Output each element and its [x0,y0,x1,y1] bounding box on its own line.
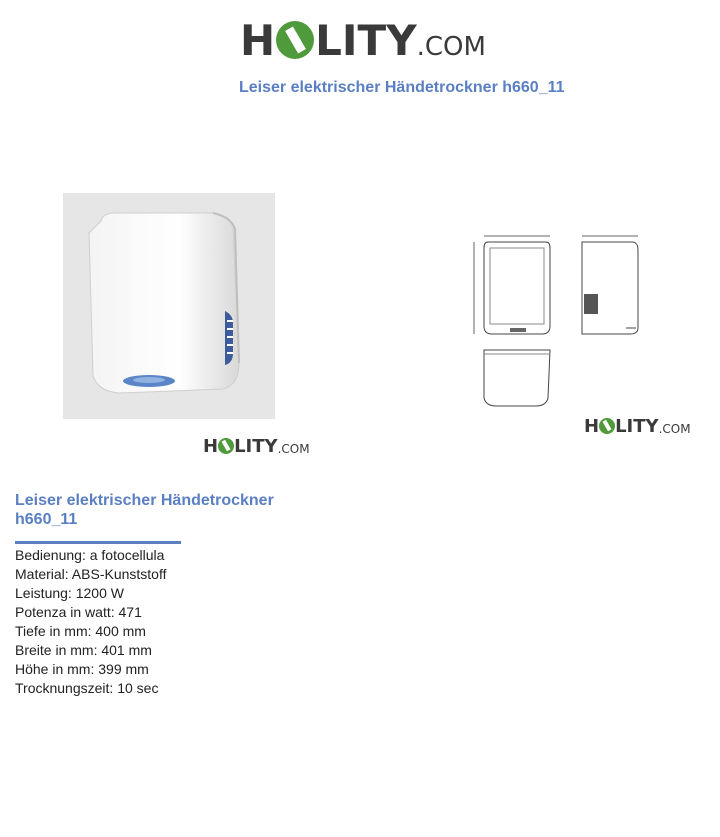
logo-o-icon [276,21,314,59]
drawing-logo-domain: .COM [658,422,691,436]
product-photo [63,193,275,419]
logo-domain: .COM [416,32,486,62]
product-title: Leiser elektrischer Händetrockner h660_11 [15,492,274,528]
logo-text-lity: LITY [315,15,417,65]
spec-item-potenza: Potenza in watt: 471 [15,604,142,620]
dimension-drawing-icon [448,228,678,413]
spec-item-tiefe: Tiefe in mm: 400 mm [15,623,146,639]
spec-item-leistung: Leistung: 1200 W [15,585,124,601]
spec-item-hoehe: Höhe in mm: 399 mm [15,661,149,677]
photo-logo-o-icon [218,438,234,454]
photo-logo-domain: .COM [277,442,310,456]
drawing-logo-text-lity: LITY [615,415,659,437]
holity-logo[interactable] [240,14,486,66]
spec-item-bedienung: Bedienung: a fotocellula [15,547,165,563]
drawing-logo-text-h: H [584,415,600,437]
hand-dryer-photo-icon [63,193,275,419]
logo-text-h: H [240,15,276,65]
technical-drawing [448,228,678,413]
photo-logo-text-h: H [203,435,219,457]
page-title: Leiser elektrischer Händetrockner h660_11 [239,79,565,96]
spec-list [15,546,166,698]
spec-item-breite: Breite in mm: 401 mm [15,642,152,658]
title-underline [15,541,181,544]
photo-logo-text-lity: LITY [234,435,278,457]
drawing-logo-o-icon [599,418,615,434]
photo-logo [203,434,310,458]
drawing-logo [584,414,691,438]
spec-item-trocknungszeit: Trocknungszeit: 10 sec [15,680,159,696]
spec-item-material: Material: ABS-Kunststoff [15,566,167,582]
